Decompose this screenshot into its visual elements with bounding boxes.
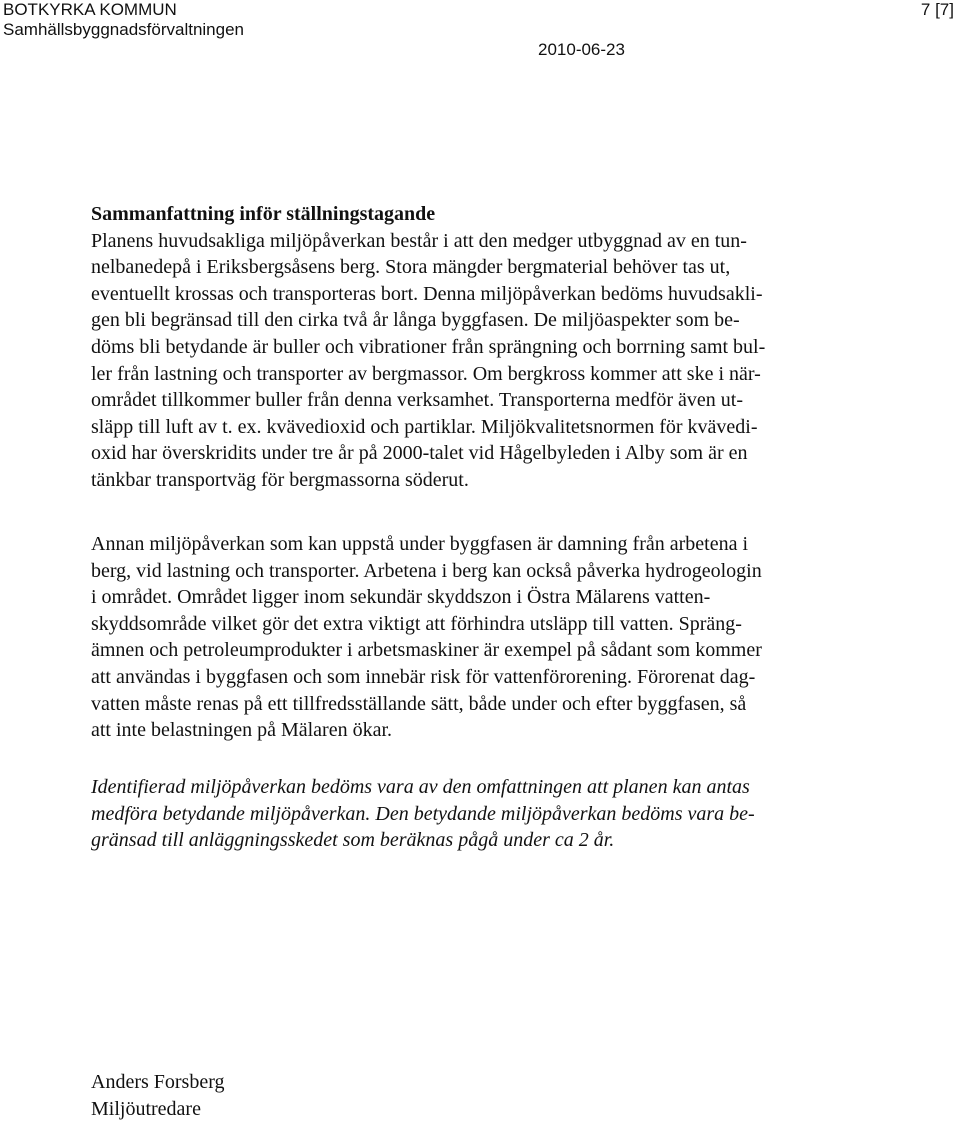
paragraph-line: oxid har överskridits under tre år på 2000-talet vid Hågelbyleden i Alby som är en [91,442,748,465]
paragraph-line: att inte belastningen på Mälaren ökar. [91,719,393,742]
paragraph-line: området tillkommer buller från denna verksamhet. Transporterna medför även ut- [91,389,744,412]
signatory-title: Miljöutredare [91,1097,201,1120]
organization-name: BOTKYRKA KOMMUN [3,0,177,19]
department-name: Samhällsbyggnadsförvaltningen [3,20,244,39]
signatory-name: Anders Forsberg [91,1071,225,1093]
paragraph-line: eventuellt krossas och transporteras bort. Denna miljöpåverkan bedöms huvudsakli- [91,282,763,305]
section-heading: Sammanfattning inför ställningstagande [91,203,436,225]
paragraph-line: släpp till luft av t. ex. kvävedioxid och partiklar. Miljökvalitetsnormen för kvävedi- [91,415,758,438]
paragraph-line: ämnen och petroleumprodukter i arbetsmaskiner är exempel på sådant som kommer [91,639,762,662]
paragraph-line: döms bli betydande är buller och vibrationer från sprängning och borrning samt bul- [91,335,766,358]
paragraph-line: att användas i byggfasen och som innebär risk för vattenförorening. Förorenat dag- [91,665,756,688]
paragraph-line: ler från lastning och transporter av bergmassor. Om bergkross kommer att ske i när- [91,362,761,385]
page-number: 7 [7] [920,0,954,19]
document-date: 2010-06-23 [538,40,625,59]
paragraph-line: i området. Området ligger inom sekundär skyddszon i Östra Mälarens vatten- [91,586,711,609]
paragraph-line: gen bli begränsad till den cirka två år långa byggfasen. De miljöaspekter som be- [91,309,740,332]
summary-section [91,201,891,494]
paragraph-line: Annan miljöpåverkan som kan uppstå under byggfasen är damning från arbetena i [91,533,749,555]
environmental-impact-paragraph [91,531,891,744]
paragraph-line: Planens huvudsakliga miljöpåverkan består i att den medger utbyggnad av en tun- [91,229,747,252]
paragraph-line: vatten måste renas på ett tillfredsställande sätt, både under och efter byggfasen, så [91,692,747,715]
paragraph-line: Identifierad miljöpåverkan bedöms vara av den omfattningen att planen kan antas [91,776,750,798]
paragraph-line: skyddsområde vilket gör det extra viktigt att förhindra utsläpp till vatten. Spräng- [91,612,742,635]
paragraph-line: gränsad till anläggningsskedet som beräknas pågå under ca 2 år. [91,829,615,852]
paragraph-line: tänkbar transportväg för bergmassorna söderut. [91,468,469,491]
signature-block [91,1069,891,1122]
paragraph-line: berg, vid lastning och transporter. Arbetena i berg kan också påverka hydrogeologin [91,559,762,582]
conclusion-paragraph [91,774,891,854]
paragraph-line: medföra betydande miljöpåverkan. Den betydande miljöpåverkan bedöms vara be- [91,802,755,825]
paragraph-line: nelbanedepå i Eriksbergsåsens berg. Stora mängder bergmaterial behöver tas ut, [91,256,731,279]
